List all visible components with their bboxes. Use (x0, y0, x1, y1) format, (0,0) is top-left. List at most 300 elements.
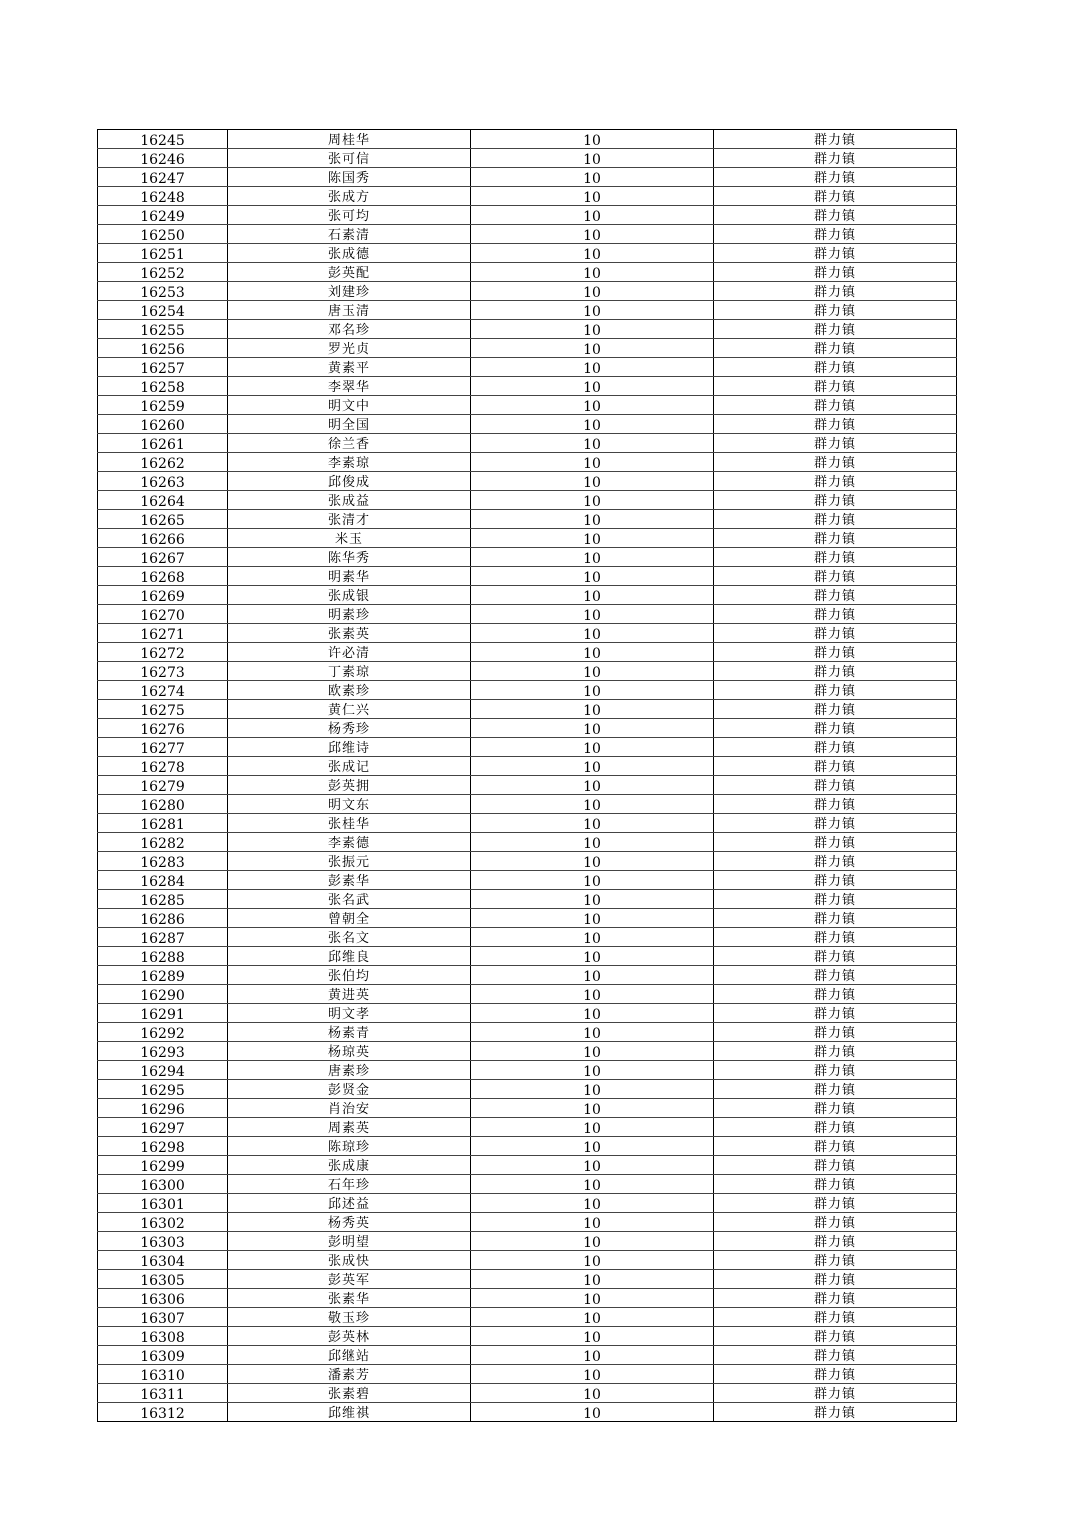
table-row (98, 1251, 957, 1270)
table-row (98, 1365, 957, 1384)
person-name-cell: 张成康 (228, 1156, 471, 1175)
town-cell: 群力镇 (714, 567, 957, 586)
table-row (98, 833, 957, 852)
town-cell: 群力镇 (714, 1156, 957, 1175)
amount-cell: 10 (471, 833, 714, 852)
serial-number-cell: 16300 (98, 1175, 228, 1194)
town-cell: 群力镇 (714, 358, 957, 377)
table-row (98, 320, 957, 339)
amount-cell: 10 (471, 548, 714, 567)
serial-number-cell: 16275 (98, 700, 228, 719)
amount-cell: 10 (471, 301, 714, 320)
serial-number-cell: 16272 (98, 643, 228, 662)
table-row (98, 795, 957, 814)
amount-cell: 10 (471, 1384, 714, 1403)
amount-cell: 10 (471, 1023, 714, 1042)
person-name-cell: 罗光贞 (228, 339, 471, 358)
town-cell: 群力镇 (714, 605, 957, 624)
table-row (98, 928, 957, 947)
person-name-cell: 石年珍 (228, 1175, 471, 1194)
serial-number-cell: 16252 (98, 263, 228, 282)
amount-cell: 10 (471, 1061, 714, 1080)
serial-number-cell: 16293 (98, 1042, 228, 1061)
serial-number-cell: 16296 (98, 1099, 228, 1118)
amount-cell: 10 (471, 966, 714, 985)
person-name-cell: 张振元 (228, 852, 471, 871)
person-name-cell: 潘素芳 (228, 1365, 471, 1384)
table-row (98, 567, 957, 586)
serial-number-cell: 16273 (98, 662, 228, 681)
town-cell: 群力镇 (714, 548, 957, 567)
serial-number-cell: 16266 (98, 529, 228, 548)
serial-number-cell: 16298 (98, 1137, 228, 1156)
table-row (98, 282, 957, 301)
serial-number-cell: 16305 (98, 1270, 228, 1289)
table-row (98, 529, 957, 548)
town-cell: 群力镇 (714, 1061, 957, 1080)
amount-cell: 10 (471, 282, 714, 301)
serial-number-cell: 16268 (98, 567, 228, 586)
town-cell: 群力镇 (714, 966, 957, 985)
amount-cell: 10 (471, 909, 714, 928)
table-row (98, 1270, 957, 1289)
amount-cell: 10 (471, 206, 714, 225)
serial-number-cell: 16288 (98, 947, 228, 966)
amount-cell: 10 (471, 149, 714, 168)
table-row (98, 1213, 957, 1232)
person-name-cell: 张成快 (228, 1251, 471, 1270)
town-cell: 群力镇 (714, 1099, 957, 1118)
person-name-cell: 敬玉珍 (228, 1308, 471, 1327)
serial-number-cell: 16254 (98, 301, 228, 320)
serial-number-cell: 16289 (98, 966, 228, 985)
amount-cell: 10 (471, 776, 714, 795)
serial-number-cell: 16301 (98, 1194, 228, 1213)
amount-cell: 10 (471, 358, 714, 377)
amount-cell: 10 (471, 586, 714, 605)
table-row (98, 1384, 957, 1403)
amount-cell: 10 (471, 396, 714, 415)
serial-number-cell: 16310 (98, 1365, 228, 1384)
table-row (98, 510, 957, 529)
table-row (98, 1346, 957, 1365)
person-name-cell: 陈琼珍 (228, 1137, 471, 1156)
person-name-cell: 肖治安 (228, 1099, 471, 1118)
serial-number-cell: 16274 (98, 681, 228, 700)
serial-number-cell: 16306 (98, 1289, 228, 1308)
town-cell: 群力镇 (714, 301, 957, 320)
amount-cell: 10 (471, 1251, 714, 1270)
town-cell: 群力镇 (714, 339, 957, 358)
amount-cell: 10 (471, 1118, 714, 1137)
amount-cell: 10 (471, 1289, 714, 1308)
person-name-cell: 彭明望 (228, 1232, 471, 1251)
town-cell: 群力镇 (714, 985, 957, 1004)
amount-cell: 10 (471, 624, 714, 643)
table-row (98, 472, 957, 491)
person-name-cell: 张素华 (228, 1289, 471, 1308)
amount-cell: 10 (471, 1346, 714, 1365)
town-cell: 群力镇 (714, 149, 957, 168)
table-row (98, 358, 957, 377)
person-name-cell: 周桂华 (228, 130, 471, 149)
serial-number-cell: 16304 (98, 1251, 228, 1270)
table-row (98, 947, 957, 966)
amount-cell: 10 (471, 1232, 714, 1251)
town-cell: 群力镇 (714, 1213, 957, 1232)
person-name-cell: 彭素华 (228, 871, 471, 890)
amount-cell: 10 (471, 434, 714, 453)
table-row (98, 377, 957, 396)
town-cell: 群力镇 (714, 1289, 957, 1308)
town-cell: 群力镇 (714, 909, 957, 928)
person-name-cell: 彭英军 (228, 1270, 471, 1289)
table-row (98, 491, 957, 510)
table-row (98, 301, 957, 320)
serial-number-cell: 16311 (98, 1384, 228, 1403)
person-name-cell: 刘建珍 (228, 282, 471, 301)
person-name-cell: 陈国秀 (228, 168, 471, 187)
table-row (98, 1042, 957, 1061)
serial-number-cell: 16299 (98, 1156, 228, 1175)
town-cell: 群力镇 (714, 662, 957, 681)
serial-number-cell: 16270 (98, 605, 228, 624)
table-row (98, 1175, 957, 1194)
town-cell: 群力镇 (714, 1137, 957, 1156)
serial-number-cell: 16287 (98, 928, 228, 947)
amount-cell: 10 (471, 1327, 714, 1346)
serial-number-cell: 16285 (98, 890, 228, 909)
amount-cell: 10 (471, 225, 714, 244)
town-cell: 群力镇 (714, 757, 957, 776)
serial-number-cell: 16250 (98, 225, 228, 244)
amount-cell: 10 (471, 605, 714, 624)
town-cell: 群力镇 (714, 890, 957, 909)
amount-cell: 10 (471, 1270, 714, 1289)
serial-number-cell: 16277 (98, 738, 228, 757)
town-cell: 群力镇 (714, 1270, 957, 1289)
town-cell: 群力镇 (714, 871, 957, 890)
person-name-cell: 邓名珍 (228, 320, 471, 339)
person-name-cell: 石素清 (228, 225, 471, 244)
person-name-cell: 周素英 (228, 1118, 471, 1137)
town-cell: 群力镇 (714, 833, 957, 852)
amount-cell: 10 (471, 491, 714, 510)
amount-cell: 10 (471, 1213, 714, 1232)
serial-number-cell: 16297 (98, 1118, 228, 1137)
amount-cell: 10 (471, 757, 714, 776)
serial-number-cell: 16249 (98, 206, 228, 225)
person-name-cell: 明文孝 (228, 1004, 471, 1023)
town-cell: 群力镇 (714, 1384, 957, 1403)
amount-cell: 10 (471, 510, 714, 529)
person-name-cell: 丁素琼 (228, 662, 471, 681)
town-cell: 群力镇 (714, 1251, 957, 1270)
serial-number-cell: 16262 (98, 453, 228, 472)
table-row (98, 263, 957, 282)
serial-number-cell: 16264 (98, 491, 228, 510)
town-cell: 群力镇 (714, 928, 957, 947)
town-cell: 群力镇 (714, 1194, 957, 1213)
person-name-cell: 张成记 (228, 757, 471, 776)
person-name-cell: 明全国 (228, 415, 471, 434)
serial-number-cell: 16303 (98, 1232, 228, 1251)
serial-number-cell: 16308 (98, 1327, 228, 1346)
table-row (98, 415, 957, 434)
town-cell: 群力镇 (714, 1080, 957, 1099)
person-name-cell: 李素德 (228, 833, 471, 852)
table-row (98, 624, 957, 643)
amount-cell: 10 (471, 947, 714, 966)
serial-number-cell: 16279 (98, 776, 228, 795)
amount-cell: 10 (471, 890, 714, 909)
table-row (98, 985, 957, 1004)
amount-cell: 10 (471, 928, 714, 947)
serial-number-cell: 16253 (98, 282, 228, 301)
town-cell: 群力镇 (714, 719, 957, 738)
town-cell: 群力镇 (714, 624, 957, 643)
serial-number-cell: 16256 (98, 339, 228, 358)
table-row (98, 814, 957, 833)
amount-cell: 10 (471, 795, 714, 814)
roster-table (97, 129, 957, 1422)
person-name-cell: 陈华秀 (228, 548, 471, 567)
town-cell: 群力镇 (714, 1232, 957, 1251)
person-name-cell: 彭英配 (228, 263, 471, 282)
person-name-cell: 杨秀珍 (228, 719, 471, 738)
amount-cell: 10 (471, 187, 714, 206)
person-name-cell: 明文东 (228, 795, 471, 814)
town-cell: 群力镇 (714, 1004, 957, 1023)
town-cell: 群力镇 (714, 415, 957, 434)
town-cell: 群力镇 (714, 643, 957, 662)
town-cell: 群力镇 (714, 491, 957, 510)
amount-cell: 10 (471, 985, 714, 1004)
person-name-cell: 张桂华 (228, 814, 471, 833)
table-row (98, 434, 957, 453)
serial-number-cell: 16257 (98, 358, 228, 377)
table-row (98, 890, 957, 909)
table-row (98, 966, 957, 985)
serial-number-cell: 16260 (98, 415, 228, 434)
serial-number-cell: 16278 (98, 757, 228, 776)
town-cell: 群力镇 (714, 795, 957, 814)
town-cell: 群力镇 (714, 1365, 957, 1384)
amount-cell: 10 (471, 852, 714, 871)
serial-number-cell: 16245 (98, 130, 228, 149)
serial-number-cell: 16294 (98, 1061, 228, 1080)
serial-number-cell: 16276 (98, 719, 228, 738)
table-row (98, 700, 957, 719)
amount-cell: 10 (471, 662, 714, 681)
person-name-cell: 明文中 (228, 396, 471, 415)
amount-cell: 10 (471, 472, 714, 491)
town-cell: 群力镇 (714, 510, 957, 529)
amount-cell: 10 (471, 1042, 714, 1061)
table-row (98, 1099, 957, 1118)
person-name-cell: 张素碧 (228, 1384, 471, 1403)
amount-cell: 10 (471, 529, 714, 548)
town-cell: 群力镇 (714, 1175, 957, 1194)
amount-cell: 10 (471, 738, 714, 757)
serial-number-cell: 16251 (98, 244, 228, 263)
serial-number-cell: 16286 (98, 909, 228, 928)
person-name-cell: 邱继站 (228, 1346, 471, 1365)
serial-number-cell: 16291 (98, 1004, 228, 1023)
table-row (98, 187, 957, 206)
town-cell: 群力镇 (714, 320, 957, 339)
person-name-cell: 许必清 (228, 643, 471, 662)
serial-number-cell: 16269 (98, 586, 228, 605)
person-name-cell: 张成银 (228, 586, 471, 605)
amount-cell: 10 (471, 700, 714, 719)
person-name-cell: 邱维良 (228, 947, 471, 966)
table-row (98, 738, 957, 757)
table-row (98, 168, 957, 187)
serial-number-cell: 16263 (98, 472, 228, 491)
town-cell: 群力镇 (714, 396, 957, 415)
amount-cell: 10 (471, 719, 714, 738)
town-cell: 群力镇 (714, 187, 957, 206)
serial-number-cell: 16265 (98, 510, 228, 529)
town-cell: 群力镇 (714, 1327, 957, 1346)
person-name-cell: 唐玉清 (228, 301, 471, 320)
serial-number-cell: 16271 (98, 624, 228, 643)
table-row (98, 1308, 957, 1327)
amount-cell: 10 (471, 415, 714, 434)
person-name-cell: 杨秀英 (228, 1213, 471, 1232)
town-cell: 群力镇 (714, 700, 957, 719)
town-cell: 群力镇 (714, 1118, 957, 1137)
town-cell: 群力镇 (714, 947, 957, 966)
table-row (98, 909, 957, 928)
town-cell: 群力镇 (714, 1403, 957, 1422)
person-name-cell: 邱俊成 (228, 472, 471, 491)
person-name-cell: 张可信 (228, 149, 471, 168)
person-name-cell: 张伯均 (228, 966, 471, 985)
amount-cell: 10 (471, 681, 714, 700)
person-name-cell: 张清才 (228, 510, 471, 529)
town-cell: 群力镇 (714, 1042, 957, 1061)
serial-number-cell: 16247 (98, 168, 228, 187)
person-name-cell: 邱述益 (228, 1194, 471, 1213)
serial-number-cell: 16284 (98, 871, 228, 890)
amount-cell: 10 (471, 1365, 714, 1384)
amount-cell: 10 (471, 1099, 714, 1118)
person-name-cell: 张素英 (228, 624, 471, 643)
table-row (98, 1232, 957, 1251)
serial-number-cell: 16312 (98, 1403, 228, 1422)
amount-cell: 10 (471, 814, 714, 833)
person-name-cell: 李翠华 (228, 377, 471, 396)
table-row (98, 244, 957, 263)
table-row (98, 1137, 957, 1156)
table-row (98, 206, 957, 225)
table-row (98, 776, 957, 795)
table-row (98, 1156, 957, 1175)
amount-cell: 10 (471, 567, 714, 586)
table-row (98, 396, 957, 415)
serial-number-cell: 16292 (98, 1023, 228, 1042)
person-name-cell: 曾朝全 (228, 909, 471, 928)
person-name-cell: 张成方 (228, 187, 471, 206)
serial-number-cell: 16267 (98, 548, 228, 567)
serial-number-cell: 16261 (98, 434, 228, 453)
person-name-cell: 张可均 (228, 206, 471, 225)
town-cell: 群力镇 (714, 225, 957, 244)
table-row (98, 1023, 957, 1042)
serial-number-cell: 16290 (98, 985, 228, 1004)
amount-cell: 10 (471, 1194, 714, 1213)
person-name-cell: 杨素青 (228, 1023, 471, 1042)
table-row (98, 1080, 957, 1099)
amount-cell: 10 (471, 244, 714, 263)
table-row (98, 1061, 957, 1080)
town-cell: 群力镇 (714, 244, 957, 263)
town-cell: 群力镇 (714, 453, 957, 472)
table-row (98, 1194, 957, 1213)
amount-cell: 10 (471, 1403, 714, 1422)
town-cell: 群力镇 (714, 529, 957, 548)
serial-number-cell: 16281 (98, 814, 228, 833)
town-cell: 群力镇 (714, 1308, 957, 1327)
town-cell: 群力镇 (714, 814, 957, 833)
town-cell: 群力镇 (714, 377, 957, 396)
town-cell: 群力镇 (714, 206, 957, 225)
town-cell: 群力镇 (714, 263, 957, 282)
person-name-cell: 明素珍 (228, 605, 471, 624)
table-row (98, 662, 957, 681)
town-cell: 群力镇 (714, 776, 957, 795)
roster-table-body (98, 130, 957, 1422)
amount-cell: 10 (471, 168, 714, 187)
serial-number-cell: 16255 (98, 320, 228, 339)
person-name-cell: 徐兰香 (228, 434, 471, 453)
amount-cell: 10 (471, 377, 714, 396)
table-row (98, 548, 957, 567)
person-name-cell: 张成益 (228, 491, 471, 510)
town-cell: 群力镇 (714, 1346, 957, 1365)
amount-cell: 10 (471, 320, 714, 339)
table-row (98, 1118, 957, 1137)
serial-number-cell: 16259 (98, 396, 228, 415)
person-name-cell: 黄仁兴 (228, 700, 471, 719)
serial-number-cell: 16307 (98, 1308, 228, 1327)
serial-number-cell: 16246 (98, 149, 228, 168)
town-cell: 群力镇 (714, 434, 957, 453)
table-row (98, 1327, 957, 1346)
table-row (98, 643, 957, 662)
table-row (98, 586, 957, 605)
person-name-cell: 张名武 (228, 890, 471, 909)
serial-number-cell: 16280 (98, 795, 228, 814)
table-row (98, 871, 957, 890)
serial-number-cell: 16283 (98, 852, 228, 871)
town-cell: 群力镇 (714, 1023, 957, 1042)
person-name-cell: 彭英拥 (228, 776, 471, 795)
serial-number-cell: 16295 (98, 1080, 228, 1099)
amount-cell: 10 (471, 263, 714, 282)
serial-number-cell: 16282 (98, 833, 228, 852)
serial-number-cell: 16248 (98, 187, 228, 206)
person-name-cell: 黄进英 (228, 985, 471, 1004)
serial-number-cell: 16302 (98, 1213, 228, 1232)
person-name-cell: 彭贤金 (228, 1080, 471, 1099)
person-name-cell: 邱维祺 (228, 1403, 471, 1422)
amount-cell: 10 (471, 1156, 714, 1175)
amount-cell: 10 (471, 871, 714, 890)
town-cell: 群力镇 (714, 168, 957, 187)
